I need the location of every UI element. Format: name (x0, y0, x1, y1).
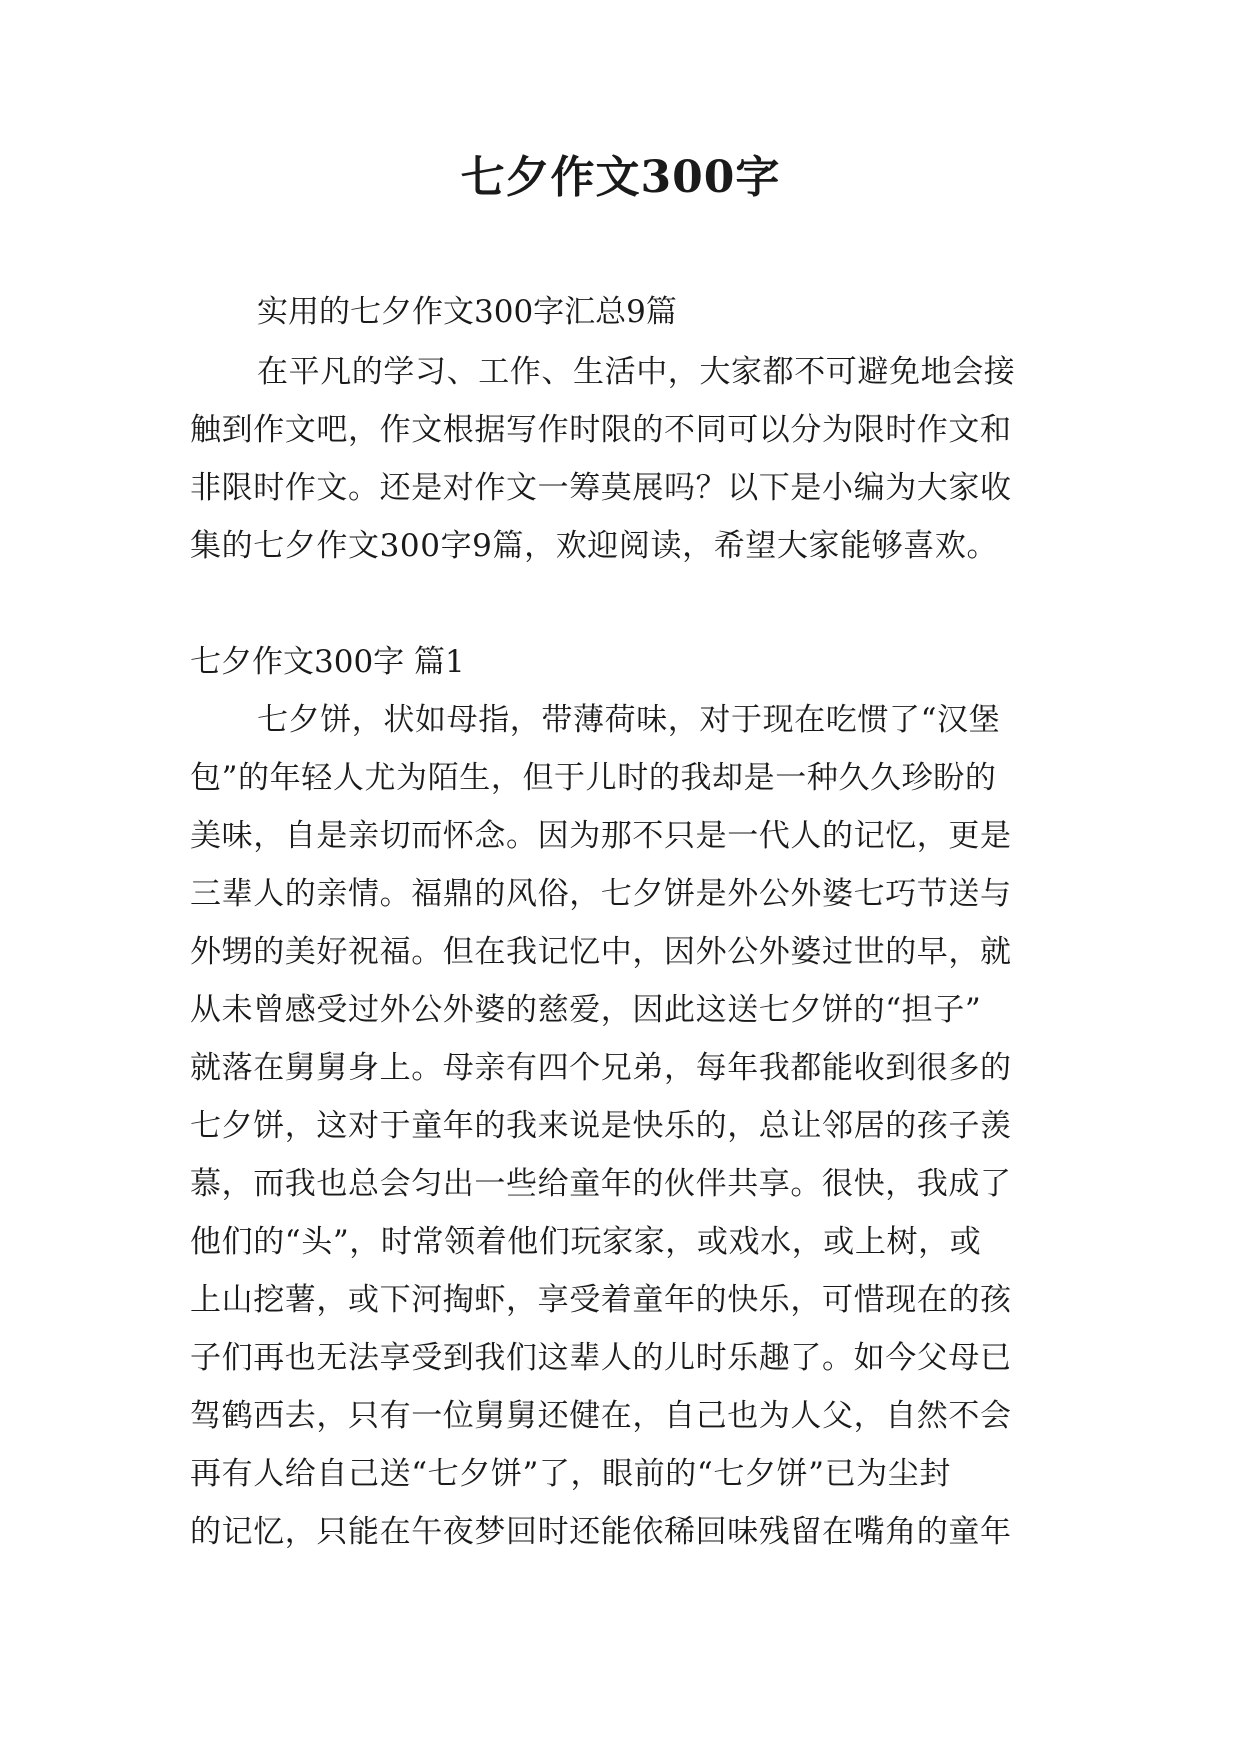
body-line: 子们再也无法享受到我们这辈人的儿时乐趣了。如今父母已 (190, 1340, 1012, 1376)
document-subtitle: 实用的七夕作文300字汇总9篇 (257, 294, 677, 330)
body-line: 七夕饼，状如母指，带薄荷味，对于现在吃惯了“汉堡 (257, 702, 1001, 738)
body-line: 外甥的美好祝福。但在我记忆中，因外公外婆过世的早，就 (190, 934, 1012, 970)
body-line: 的记忆，只能在午夜梦回时还能依稀回味残留在嘴角的童年 (190, 1514, 1012, 1550)
body-line: 就落在舅舅身上。母亲有四个兄弟，每年我都能收到很多的 (190, 1050, 1012, 1086)
body-line: 再有人给自己送“七夕饼”了，眼前的“七夕饼”已为尘封 (190, 1456, 951, 1492)
body-line: 慕，而我也总会匀出一些给童年的伙伴共享。很快，我成了 (190, 1166, 1012, 1202)
body-line: 从未曾感受过外公外婆的慈爱，因此这送七夕饼的“担子” (190, 992, 982, 1028)
intro-line: 在平凡的学习、工作、生活中，大家都不可避免地会接 (257, 354, 1016, 390)
body-line: 美味，自是亲切而怀念。因为那不只是一代人的记忆，更是 (190, 818, 1012, 854)
section-heading: 七夕作文300字 篇1 (190, 644, 465, 680)
body-line: 七夕饼，这对于童年的我来说是快乐的，总让邻居的孩子羡 (190, 1108, 1012, 1144)
body-line: 驾鹤西去，只有一位舅舅还健在，自己也为人父，自然不会 (190, 1398, 1012, 1434)
body-line: 包”的年轻人尤为陌生，但于儿时的我却是一种久久珍盼的 (190, 760, 997, 796)
intro-line: 触到作文吧，作文根据写作时限的不同可以分为限时作文和 (190, 412, 1012, 448)
document-title: 七夕作文300字 (460, 152, 781, 203)
intro-line: 非限时作文。还是对作文一筹莫展吗？以下是小编为大家收 (190, 470, 1012, 506)
body-line: 他们的“头”，时常领着他们玩家家，或戏水，或上树，或 (190, 1224, 982, 1260)
body-line: 三辈人的亲情。福鼎的风俗，七夕饼是外公外婆七巧节送与 (190, 876, 1012, 912)
intro-line: 集的七夕作文300字9篇，欢迎阅读，希望大家能够喜欢。 (190, 528, 999, 564)
body-line: 上山挖薯，或下河掏虾，享受着童年的快乐，可惜现在的孩 (190, 1282, 1012, 1318)
